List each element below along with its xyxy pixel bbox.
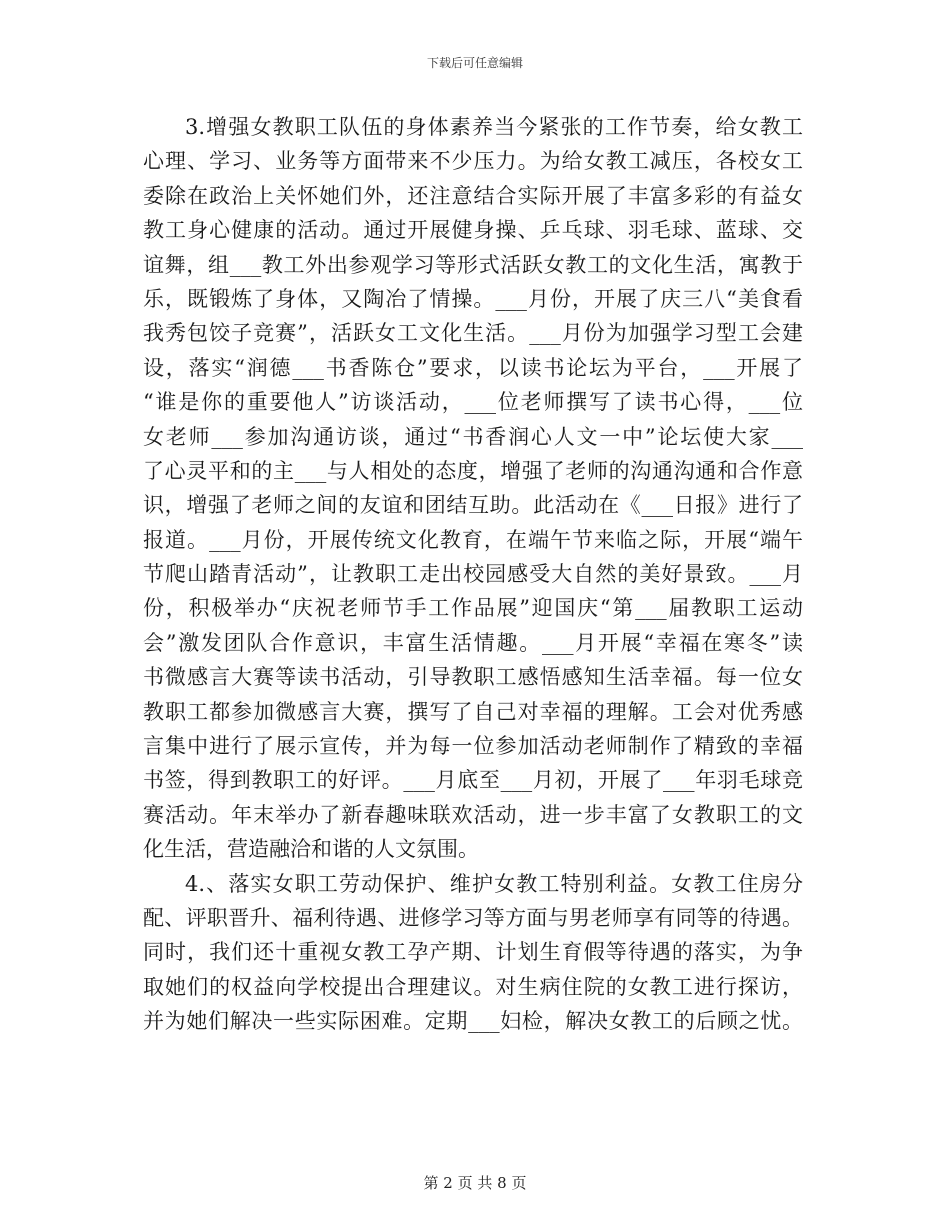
text-line: 书微感言大赛等读书活动，引导教职工感悟感知生活幸福。每一位女 (143, 665, 803, 690)
text-line: 委除在政治上关怀她们外，还注意结合实际开展了丰富多彩的有益女 (143, 183, 803, 208)
text-line: 了心灵平和的主___与人相处的态度，增强了老师的沟通沟通和合作意 (143, 458, 803, 483)
text-line: 报道。___月份，开展传统文化教育，在端午节来临之际，开展“端午 (143, 527, 803, 552)
text-line: 识，增强了老师之间的友谊和团结互助。此活动在《___日报》进行了 (143, 493, 803, 518)
text-line: 份，积极举办“庆祝老师节手工作品展”迎国庆“第___届教职工运动 (143, 596, 803, 621)
text-line: 乐，既锻炼了身体，又陶冶了情操。___月份，开展了庆三八“美食看 (143, 286, 803, 311)
text-line: 配、评职晋升、福利待遇、进修学习等方面与男老师享有同等的待遇。 (143, 905, 803, 930)
text-line: 书签，得到教职工的好评。___月底至___月初，开展了___年羽毛球竞 (143, 768, 803, 793)
text-line: “谁是你的重要他人”访谈活动，___位老师撰写了读书心得，___位 (143, 390, 803, 415)
text-line: 节爬山踏青活动”，让教职工走出校园感受大自然的美好景致。___月 (143, 562, 803, 587)
text-line: 教工身心健康的活动。通过开展健身操、乒乓球、羽毛球、蓝球、交 (143, 218, 803, 243)
document-body (143, 110, 803, 1039)
text-line: 设，落实“润德___书香陈仓”要求，以读书论坛为平台，___开展了 (143, 355, 803, 380)
text-line: 女老师___参加沟通访谈，通过“书香润心人文一中”论坛使大家___ (143, 424, 803, 449)
text-line: 4.、落实女职工劳动保护、维护女教工特别利益。女教工住房分 (185, 871, 803, 896)
text-line: 会”激发团队合作意识，丰富生活情趣。___月开展“幸福在寒冬”读 (143, 630, 803, 655)
text-line: 取她们的权益向学校提出合理建议。对生病住院的女教工进行探访， (143, 974, 803, 999)
text-line: 并为她们解决一些实际困难。定期___妇检，解决女教工的后顾之忧。 (143, 1009, 803, 1034)
text-line: 3.增强女教职工队伍的身体素养当今紧张的工作节奏，给女教工 (185, 115, 803, 139)
text-line: 教职工都参加微感言大赛，撰写了自己对幸福的理解。工会对优秀感 (143, 699, 803, 724)
text-line: 心理、学习、业务等方面带来不少压力。为给女教工减压，各校女工 (143, 149, 803, 174)
paragraph-3 (143, 110, 803, 867)
text-line: 我秀包饺子竞赛”，活跃女工文化生活。___月份为加强学习型工会建 (143, 321, 803, 346)
text-line: 谊舞，组___教工外出参观学习等形式活跃女教工的文化生活，寓教于 (143, 252, 803, 277)
text-line: 同时，我们还十重视女教工孕产期、计划生育假等待遇的落实，为争 (143, 940, 803, 965)
text-line: 赛活动。年末举办了新春趣味联欢活动，进一步丰富了女教职工的文 (143, 802, 803, 827)
page-header-note: 下载后可任意编辑 (426, 56, 523, 70)
paragraph-4 (143, 867, 803, 1039)
text-line: 化生活，营造融洽和谐的人文氛围。 (143, 837, 479, 862)
text-line: 言集中进行了展示宣传，并为每一位参加活动老师制作了精致的幸福 (143, 734, 803, 759)
page-number: 第 2 页 共 8 页 (423, 1174, 527, 1192)
